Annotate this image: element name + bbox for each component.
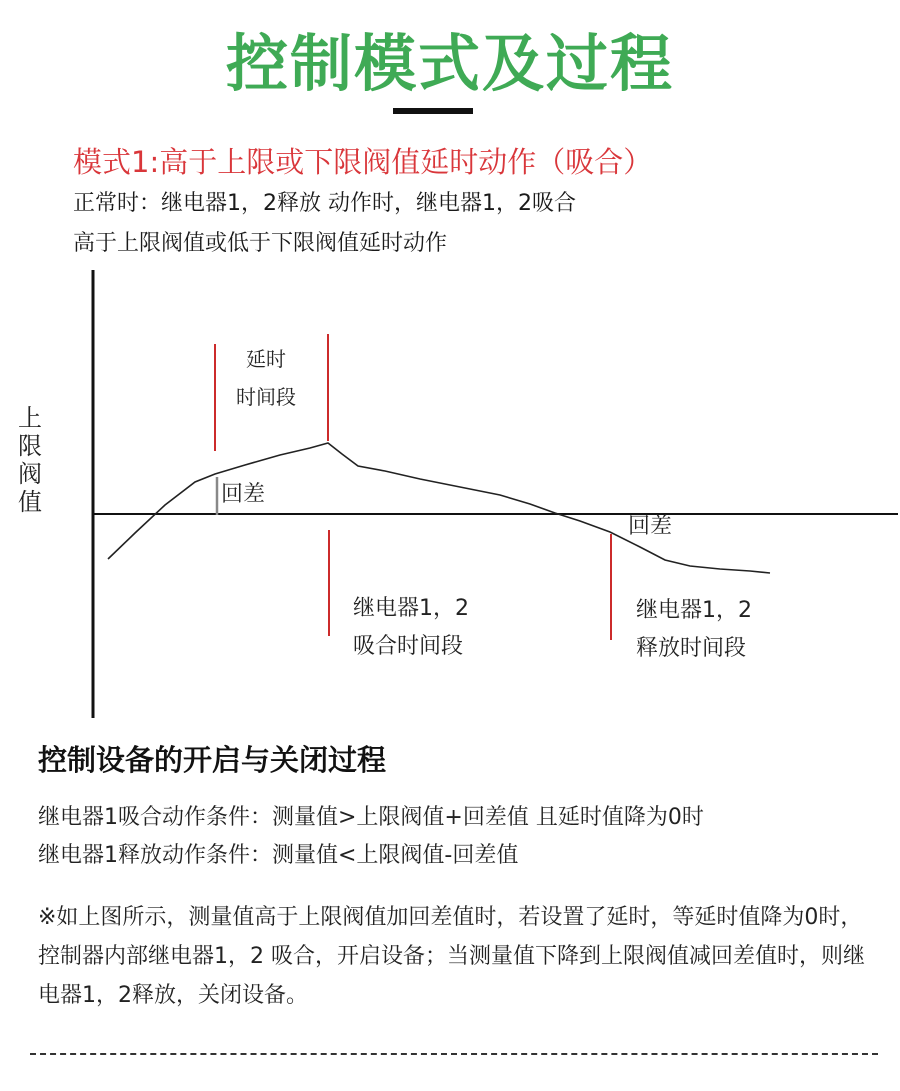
y-axis-label: 上限阀值 (18, 404, 42, 516)
release-label-line1: 继电器1，2 (636, 598, 752, 623)
mode-description-line2: 高于上限阀值或低于下限阀值延时动作 (73, 231, 448, 256)
close-label-line1: 继电器1，2 (353, 596, 469, 621)
mode-description-line1: 正常时：继电器1，2释放 动作时，继电器1，2吸合 (73, 191, 576, 216)
release-label-line2: 释放时间段 (636, 636, 747, 661)
page-title: 控制模式及过程 (225, 27, 674, 100)
close-label-line2: 吸合时间段 (353, 634, 464, 659)
delay-label-line2: 时间段 (236, 385, 296, 409)
hysteresis-label-right: 回差 (628, 514, 673, 539)
relay-close-period-label (353, 590, 469, 666)
title-underline (393, 108, 473, 114)
relay-release-condition: 继电器1释放动作条件：测量值<上限阀值-回差值 (38, 843, 519, 868)
delay-label-line1: 延时 (246, 347, 286, 371)
dashed-divider (30, 1053, 878, 1055)
relay-close-condition: 继电器1吸合动作条件：测量值>上限阀值+回差值 且延时值降为0时 (38, 805, 704, 830)
hysteresis-label-left: 回差 (221, 482, 266, 507)
mode-title: 模式1:高于上限或下限阀值延时动作（吸合） (73, 145, 653, 179)
explanation-note: ※如上图所示，测量值高于上限阀值加回差值时，若设置了延时，等延时值降为0时，控制器内部继电器1，2 吸合，开启设备；当测量值下降到上限阀值减回差值时，则继电器1，2释放，关闭设备。 (38, 905, 865, 1008)
section-title: 控制设备的开启与关闭过程 (38, 743, 387, 777)
delay-period-label (236, 340, 296, 416)
relay-release-period-label (636, 592, 752, 668)
